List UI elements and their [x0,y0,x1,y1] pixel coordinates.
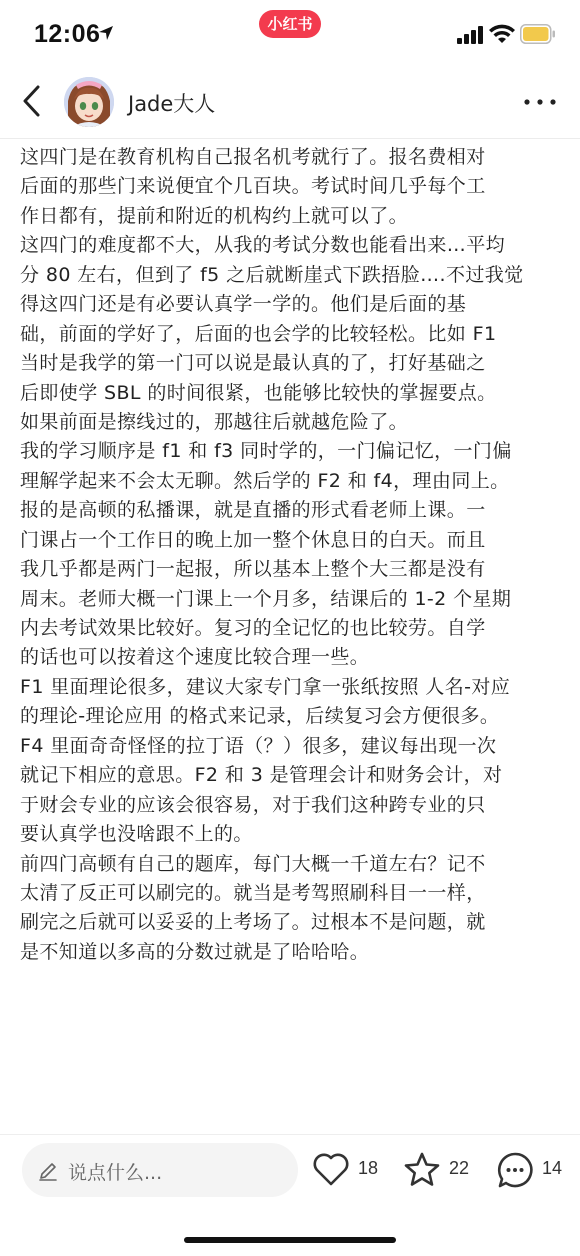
article-line: 后即使学 SBL 的时间很紧，也能够比较快的掌握要点。 [20,381,497,404]
article-line: 这四门是在教育机构自己报名机考就行了。报名费相对 [20,146,486,168]
article-line: 作日都有，提前和附近的机构约上就可以了。 [20,204,409,227]
article-line: 础，前面的学好了，后面的也会学的比较轻松。比如 F1 [20,322,497,345]
article-line: 刷完之后就可以妥妥的上考场了。过根本不是问题，就 [20,911,486,934]
author-name[interactable]: Jade大人 [128,92,216,116]
article-body [20,143,565,967]
article-line: 前四门高顿有自己的题库，每门大概一千道左右？记不 [20,852,486,875]
article-line: 内去考试效果比较好。复习的全记忆的也比较劳。自学 [20,617,486,639]
comment-button[interactable] [496,1145,568,1195]
article-line: 于财会专业的应该会很容易，对于我们这种跨专业的只 [20,793,486,816]
article-line: 这四门的难度都不大，从我的考试分数也能看出来…平均 [20,234,506,257]
collect-count: 22 [449,1158,470,1178]
article-line: 要认真学也没啥跟不上的。 [20,823,253,846]
status-bar [0,0,580,68]
like-count: 18 [358,1158,379,1178]
article-line: 门课占一个工作日的晚上加一整个休息日的白天。而且 [20,528,486,551]
wifi-icon [489,24,515,44]
article-line: 就记下相应的意思。F2 和 3 是管理会计和财务会计，对 [20,764,503,787]
article-line: 理解学起来不会太无聊。然后学的 F2 和 f4，理由同上。 [20,469,510,492]
article-line: 得这四门还是有必要认真学一学的。他们是后面的基 [20,293,467,316]
pencil-icon [38,1159,58,1181]
nav-bar [0,68,580,139]
chevron-left-icon[interactable] [18,84,48,118]
article-line: F1 里面理论很多，建议大家专门拿一张纸按照 人名-对应 [20,675,511,698]
article-line: 报的是高顿的私播课，就是直播的形式看老师上课。一 [20,499,486,522]
article-line: 的理论-理论应用 的格式来记录，后续复习会方便很多。 [20,705,500,728]
article-line: 分 80 左右，但到了 f5 之后就断崖式下跌捂脸….不过我觉 [20,263,524,286]
article-line: 周末。老师大概一门课上一个月多，结课后的 1-2 个星期 [20,587,512,610]
article-line: 当时是我学的第一门可以说是最认真的了，打好基础之 [20,352,486,375]
collect-button[interactable] [403,1145,475,1195]
comment-bubble-icon [496,1151,534,1189]
comment-count: 14 [542,1158,563,1178]
signal-icon [457,26,485,44]
location-arrow-icon [98,25,114,41]
bottom-action-bar [0,1134,580,1256]
article-line: 太清了反正可以刷完的。就当是考驾照刷科目一一样， [20,881,486,904]
comment-input[interactable] [22,1143,298,1197]
avatar[interactable] [64,77,114,127]
article-line: F4 里面奇奇怪怪的拉丁语（？）很多，建议每出现一次 [20,734,497,757]
article-line: 我几乎都是两门一起报，所以基本上整个大三都是没有 [20,558,486,581]
article-line: 的话也可以按着这个速度比较合理一些。 [20,646,370,669]
heart-icon [312,1151,350,1187]
article-line: 是不知道以多高的分数过就是了哈哈哈。 [20,940,370,963]
status-time: 12:06 [34,20,101,48]
article-line: 如果前面是擦线过的，那越往后就越危险了。 [20,410,409,433]
article-line: 后面的那些门来说便宜个几百块。考试时间几乎每个工 [20,175,486,198]
more-dots-icon[interactable] [522,92,558,112]
avatar-image [64,77,114,127]
comment-placeholder: 说点什么... [68,1162,163,1184]
app-badge[interactable]: 小红书 [259,10,321,38]
star-icon [403,1151,441,1189]
battery-icon [520,24,556,44]
home-indicator [184,1237,396,1243]
article-line: 我的学习顺序是 f1 和 f3 同时学的，一门偏记忆，一门偏 [20,440,512,463]
like-button[interactable] [312,1145,384,1195]
